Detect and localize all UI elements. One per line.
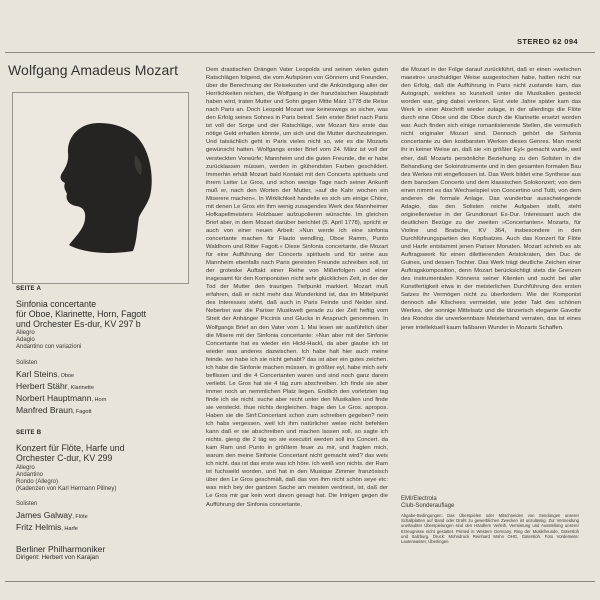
side-a-soloists-label: Solisten (16, 359, 38, 366)
composer-title: Wolfgang Amadeus Mozart (8, 62, 179, 78)
movement-item: Andantino con variazioni (16, 344, 82, 351)
soloist-entry (16, 369, 194, 381)
side-b-movements (16, 465, 194, 494)
soloist-entry (16, 510, 194, 522)
label-credits (401, 496, 591, 545)
soloist-instrument: , Oboe (57, 372, 75, 379)
side-b-work-title (16, 443, 194, 463)
soloist-name: Herbert Stähr (16, 380, 68, 391)
portrait-frame (12, 92, 189, 284)
work-title-line: und Orchester Es-dur, KV 297 b (16, 319, 141, 329)
soloist-entry (16, 393, 194, 405)
soloist-name: Manfred Braun (16, 404, 73, 415)
movement-item: (Kadenzen von Karl Hermann Pillney) (16, 486, 117, 493)
work-title-line: Konzert für Flöte, Harfe und (16, 442, 125, 453)
soloist-instrument: , Horn (91, 396, 107, 403)
soloist-instrument: , Harfe (61, 526, 78, 533)
movement-item: Allegro (16, 464, 35, 471)
soloist-name: Norbert Hauptmann (16, 392, 92, 403)
side-a-movements (16, 330, 194, 352)
work-title-line: Sinfonia concertante (16, 299, 97, 309)
soloist-entry (16, 522, 194, 534)
top-rule (5, 52, 595, 53)
liner-notes-column-1: Dem drastischen Drängen Vater Leopolds und seinen vielen guten Ratschlägen folgend, die vom Aufspüren von Gönnern und Freunden, über die Berechnung der Reisekosten und die Ankündigung aller der Herrlichkeiten reichen, die Wolfgang in der französischen Hauptstadt haben wird, traten Mutter und Sohn gegen Mitte März 1778 die Reise nach Paris an. Doch Leopold Mozart war keineswegs so sicher, was den Erfolg seines Sohnes in Paris betraf. Sein erster Brief nach Paris ist voll der Sorge und der Ratschläge, wie Mozart fürs erste das nötige Geld erhalten könnte, um sich und die Mutter durchzubringen. Und tatsächlich geht in Paris vieles nicht so, wie es die Mozarts gewünscht hatten. Wolfgangs erster Brief vom 24. März ist voll der versteckten Vorwürfe; Mannheim und die guten Freunde, die er habe zurücklassen müssen, werden in glühendsten Farben geschildert. Immerhin erhält Mozart bald Kontakt mit den Concerts spirituels und ihrem Leiter Le Gros, und schon wenige Tage nach seiner Ankunft muß er, nach den Worten der Mutter, »auf die Kahr wochen ein Miserere machen«. In Wirklichkeit handelte es sich um einige Chöre, mit denen Le Gros ein ihm wenig zusagendes Werk des Mannheimer Hofkapellmeisters Holzbauer aufzupolieren wünschte. Im gleichen Brief aber, in dem Mozart darüber berichtet (5. April 1778), spricht er auch von einer neuen Arbeit: »Nun werde ich eine sinfonia concertante machen für Flauto wendling, Oboe Ramm, Punto Waldhorn und Ritter Fagott.« Diese Sinfonia concertante, die Mozart für eine Aufführung der Concerts spirituels und für seine aus Mannheim ebenfalls nach Paris gereisten Freunde schreiben soll, ist der groteske Auftakt einer Reihe von Mißerfolgen und einer insgesamt für den Komponisten nicht sehr glücklichen Zeit, in der der Tod der Mutter den traurigen Tiefpunkt markiert. Mozart muß erfahren, daß er nicht mehr das Wunderkind ist, das im Mittelpunkt des Interesses steht, daß auch in Paris Feinde und Neider sind. Neberbei war die Pariser Musikwelt gerade zu der Zeit heftig vom Streit der Anhänger Piccinis und Glucks in Anspruch genommen. In Wolfgangs Brief an den Vater vom 1. Mai lesen wir ausführlich über die Misere mit der Sinfonia concertante: »Nun aber mit der Sinfonie Concertante hat es wieder ein Hickl-Hackl, da aber glaube ich ist wieder was anderes dazwischen. Ich habe halt hier auch meine feinde. wo habe ich sie nicht gehabt? das ist aber ein gutes zeichen. ich habe die Sinfonie machen müssen, in größter eyl, habe mich sehr beflissen und die 4 Concertanten waren und sind noch ganz darein verliebt. Le Gros hat sie 4 täg zum abschreiben. Ich finde sie aber immer noch an nemmlichen Platz liegen. Endlich den vorletzten tag finde ich sie nicht. suche aber recht unter den Musikalien und finde sie versteckt. thue nichts dergleichen. frage den Le Gros. apropos. Haben sie die Sinf:Concertant schon zum schreiben gegeben? nein ich habs vergessen. weil ich ihm natürlicher weise nicht befehlen kann daß er sie abschreiben und machen lassen soll, so sagte ich nichts. gieng die 2 täg wo sie executirt werden soll ins Concert. da kam Ram und Punto in größtem feuer zu mir, und fragten mich, warum den meine Sinfonie Concertant nicht gemacht wird? das weis ich nicht. das ist das erste was ich höre. ich weiß von nichts. der Ram ist fuchswild worden, und hat in den Musique Zimmer französisch über den Le Gros geschmält, daß das von ihm nicht schön seye etc: was mich bey der gantzen Sache am meisten verdriest, ist, daß der Le Gros mir gar kein wort davon gesagt hat. Die Intrigen gegen die Aufführung der Sinfonia concertante, (206, 67, 388, 508)
bottom-rule (5, 581, 595, 582)
movement-item: Andantino (16, 471, 44, 478)
soloist-instrument: , Flöte (72, 514, 88, 521)
orchestra-name: Berliner Philharmoniker (16, 544, 106, 555)
side-b-soloists (16, 510, 194, 534)
movement-item: Adagio (16, 337, 35, 344)
work-title-line: Orchester C-dur, KV 299 (16, 452, 113, 463)
side-b-soloists-label: Solisten (16, 501, 38, 508)
side-b-label: SEITE B (16, 429, 42, 436)
conductor-credit: Dirigent: Herbert von Karajan (16, 554, 99, 562)
soloist-instrument: , Klarinette (67, 384, 94, 391)
soloist-name: Fritz Helmis (16, 522, 62, 533)
soloist-entry (16, 405, 194, 417)
movement-item: Rondo (Allegro) (16, 479, 59, 486)
edition-note: Club-Sonderauflage (401, 503, 455, 510)
soloist-entry (16, 381, 194, 393)
catalog-number: STEREO 62 094 (516, 37, 578, 46)
soloist-name: James Galway (16, 510, 73, 521)
soloist-instrument: , Fagott (72, 408, 92, 415)
soloist-name: Karl Steins (16, 368, 58, 379)
side-a-label: SEITE A (16, 286, 42, 292)
liner-notes-column-2: die Mozart in der Folge darauf zurückführt, daß er einen »welschen maestro« unschuldiger Weise ausgestochen habe, hatten nicht nur den Erfolg, daß die Aufführung in Paris nicht zustande kam, das Autograph, welches so kunstvoll unter die Musikalien gesteckt worden war, ging dabei verloren. Erst viele Jahre später kam das Werk in einer Abschrift wieder zutage, in der allerdings die Flöte durch eine Oboe und die Oboe durch die Klarinette ersetzt worden war. Auch finden sich einige romantisierende Stellen, die vermutlich nicht originaler Mozart sind. Dennoch gehört die Sinfonia concertante zu den kostbarsten Werken dieses Genres. Man merkt ihr in keiner Weise an, daß sie »in größter Eyl« gemacht wurde, weil eher, daß Mozarts persönliche Beziehung zu den Solisten in die Behandlung der Soloinstrumente und in den gesamten formalen Bau des Werkes mit eingeflossen ist. Das Werk bildet eine Synthese aus dem barocken Concerto und dem klassischen Solokonzert; von dem einen nimmt es das Wechselspiel von Concertino und Tutti, von dem anderen die formale Anlage. Das wunderbar ausschwingende Adagio, das den Solisten reiche Aufgaben stellt, steht originellerweise in der Grundtonart Es-Dur. Interessant auch die deutlichen Bezüge zu der zweiten »Concertanten« Mozarts, für Violine und Bratsche, KV 364, insbesondere in den Durchführungspartien des Kopfsatzes. Auch das Konzert für Flöte und Harfe entstammt jenen Pariser Monaten. Mozart schrieb es als Auftragswerk für einen dilettierenden Aristokraten, den Duc de Guines, und dessen Tochter. Das Werk trägt deutliche Zeichen einer Auftragskomposition, denn Mozart berücksichtigt stets die Grenzen des instrumentalen Könnens seiner Klienten und sucht bei aller Kunstfertigkeit etwa in der meisterlichen Durchführung des ersten Satzes ihr Vermögen nicht zu überfordern. Wie der Komponist dennoch alle Klischees vermeidet, wie jeder Takt des schönen Werkes, der sonnige Mittelsatz und die tänzerisch elegante Gavotte des Rondos die unverkennbare Meisterhand verraten, das ist eines jener intellektuell kaum faßbaren Wunder in Mozarts Schaffen. (401, 67, 581, 331)
work-title-line: für Oboe, Klarinette, Horn, Fagott (16, 309, 147, 319)
mozart-silhouette-icon (13, 93, 188, 283)
fine-print: Abgabe-Bedingungen: Das Überspielen oder Mitschneiden von Sendungen unserer Schallplatten auf Band oder Draht zu gewerblichen Zwecken ist unzulässig. Zur Vermeidung unerlaubter Überspielungen sind den Händlern Verleih, Vermietung und Ausstellung unserer Erzeugnisse nicht gestattet. Printed in Western Germany. Ring der Musikfreunde, Gütersloh und Salzburg. Druck: Mohndruck Reinhard Mohn OHG, Gütersloh. Foto Vorderseite: Lauterwasser, Überlingen (401, 512, 579, 545)
side-a-work-title (16, 299, 194, 329)
track-listing (16, 286, 194, 562)
side-a-soloists (16, 369, 194, 417)
record-label: EMI/Electrola (401, 496, 437, 502)
movement-item: Allegro (16, 330, 35, 336)
